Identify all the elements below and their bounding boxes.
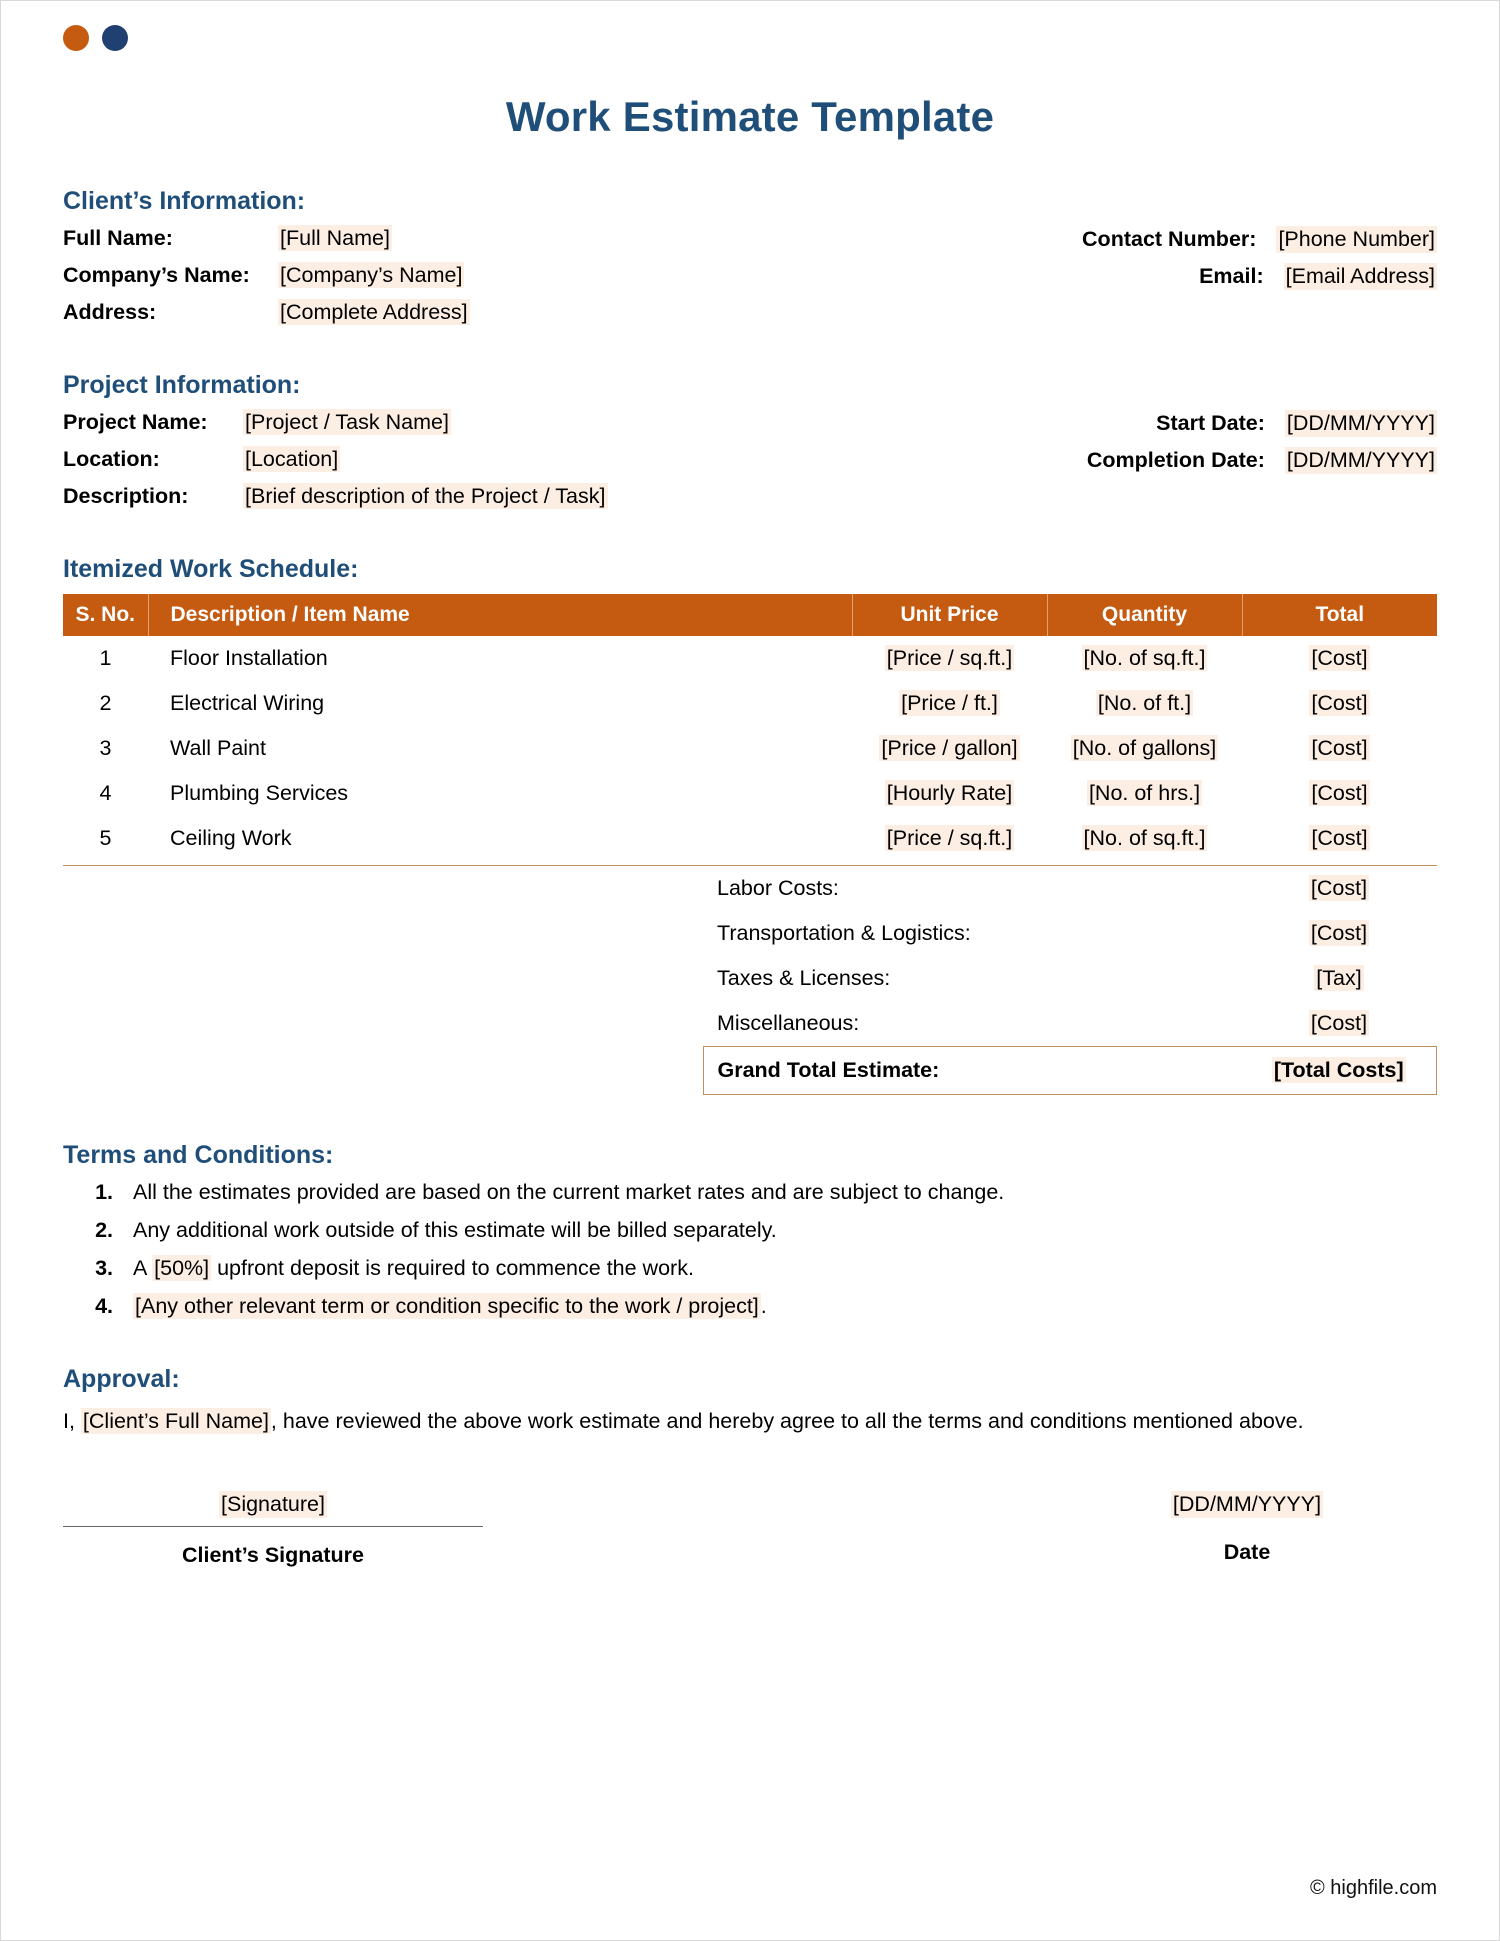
row-sno: 3 xyxy=(99,736,112,760)
summary-spacer xyxy=(63,956,703,1001)
row-quantity-value[interactable]: [No. of gallons] xyxy=(1072,736,1217,760)
row-unit-price-value[interactable]: [Price / ft.] xyxy=(901,691,998,715)
approval-statement xyxy=(63,1404,1437,1439)
summary-row xyxy=(63,911,1437,956)
brand-dots xyxy=(63,25,1437,51)
itemized-work-schedule-table xyxy=(63,594,1437,865)
column-header-unit-price: Unit Price xyxy=(852,594,1047,636)
summary-value-transportation xyxy=(1242,911,1437,956)
row-unit-price xyxy=(852,636,1047,681)
row-sno: 2 xyxy=(99,691,112,715)
summary-value-labor-costs xyxy=(1242,866,1437,911)
summary-spacer xyxy=(63,1001,703,1047)
blue-dot-icon xyxy=(102,25,128,51)
summary-label-miscellaneous: Miscellaneous: xyxy=(717,1011,860,1035)
row-total-value[interactable]: [Cost] xyxy=(1311,736,1368,760)
row-total xyxy=(1242,681,1437,726)
list-item xyxy=(119,1294,1437,1319)
row-sno: 5 xyxy=(99,826,112,850)
approval-heading: Approval: xyxy=(63,1365,180,1393)
date-caption: Date xyxy=(1223,1539,1271,1564)
client-email-label: Email: xyxy=(1199,264,1264,288)
summary-label-transportation: Transportation & Logistics: xyxy=(717,921,971,945)
table-body xyxy=(63,636,1437,865)
table-row xyxy=(63,816,1437,865)
project-name-value[interactable]: [Project / Task Name] xyxy=(245,410,449,434)
summary-spacer xyxy=(63,866,703,911)
grand-total-label: Grand Total Estimate: xyxy=(703,1047,1242,1095)
list-item xyxy=(119,1180,1437,1205)
client-contact-number-pair xyxy=(798,226,1437,253)
list-item xyxy=(119,1256,1437,1281)
row-description: Floor Installation xyxy=(170,646,328,670)
client-email-value[interactable]: [Email Address] xyxy=(1285,264,1435,288)
page-title: Work Estimate Template xyxy=(505,93,995,140)
terms-list xyxy=(63,1180,1437,1319)
row-quantity xyxy=(1047,636,1242,681)
project-location-value[interactable]: [Location] xyxy=(245,447,339,471)
term-custom-value[interactable]: [Any other relevant term or condition specific to the work / project] xyxy=(135,1294,759,1318)
table-row xyxy=(63,636,1437,681)
row-total xyxy=(1242,636,1437,681)
row-unit-price-value[interactable]: [Price / gallon] xyxy=(881,736,1018,760)
term-text-pre: All the estimates provided are based on the current market rates and are subject to change. xyxy=(133,1180,1005,1204)
row-description: Ceiling Work xyxy=(170,826,292,850)
project-completion-date-pair xyxy=(798,447,1437,474)
row-total xyxy=(1242,771,1437,816)
term-text-post: upfront deposit is required to commence the work. xyxy=(211,1256,694,1280)
itemized-work-schedule-heading: Itemized Work Schedule: xyxy=(63,555,359,583)
project-description-value[interactable]: [Brief description of the Project / Task] xyxy=(245,484,606,508)
column-header-description: Description / Item Name xyxy=(148,594,852,636)
grand-total-spacer xyxy=(63,1047,703,1095)
client-company-name-value[interactable]: [Company’s Name] xyxy=(280,263,463,287)
project-name-label: Project Name: xyxy=(63,410,208,434)
summary-value-taxes-licenses-text[interactable]: [Tax] xyxy=(1316,966,1362,990)
row-description: Electrical Wiring xyxy=(170,691,325,715)
row-unit-price-value[interactable]: [Hourly Rate] xyxy=(886,781,1013,805)
table-header-row xyxy=(63,594,1437,636)
summary-value-miscellaneous xyxy=(1242,1001,1437,1047)
grand-total-row xyxy=(63,1047,1437,1095)
summary-label-labor-costs: Labor Costs: xyxy=(717,876,839,900)
row-description: Plumbing Services xyxy=(170,781,349,805)
project-start-date-value[interactable]: [DD/MM/YYYY] xyxy=(1286,411,1435,435)
summary-row xyxy=(63,956,1437,1001)
term-text-pre: A xyxy=(133,1256,153,1280)
row-total-value[interactable]: [Cost] xyxy=(1311,781,1368,805)
table-row xyxy=(63,726,1437,771)
row-unit-price xyxy=(852,771,1047,816)
term-deposit-percent-value[interactable]: [50%] xyxy=(154,1256,210,1280)
summary-row xyxy=(63,1001,1437,1047)
terms-and-conditions-heading: Terms and Conditions: xyxy=(63,1141,334,1169)
client-contact-number-label: Contact Number: xyxy=(1082,227,1257,251)
project-information-heading: Project Information: xyxy=(63,371,301,399)
table-header xyxy=(63,594,1437,636)
column-header-sno: S. No. xyxy=(63,594,148,636)
row-quantity-value[interactable]: [No. of ft.] xyxy=(1097,691,1192,715)
summary-value-miscellaneous-text[interactable]: [Cost] xyxy=(1310,1011,1368,1035)
table-row xyxy=(63,681,1437,726)
term-text-pre: Any additional work outside of this estimate will be billed separately. xyxy=(133,1218,777,1242)
signature-caption: Client’s Signature xyxy=(182,1542,364,1567)
orange-dot-icon xyxy=(63,25,89,51)
grand-total-value xyxy=(1242,1047,1437,1095)
list-item xyxy=(119,1218,1437,1243)
project-row-spacer xyxy=(798,484,1437,509)
row-unit-price xyxy=(852,726,1047,771)
column-header-quantity: Quantity xyxy=(1047,594,1242,636)
row-quantity xyxy=(1047,681,1242,726)
client-email-pair xyxy=(798,263,1437,290)
approval-text-after: , have reviewed the above work estimate and hereby agree to all the terms and conditions mentioned above. xyxy=(270,1409,1304,1433)
project-start-date-label: Start Date: xyxy=(1156,411,1265,435)
row-quantity xyxy=(1047,816,1242,865)
client-full-name-value[interactable]: [Full Name] xyxy=(280,226,390,250)
approval-text-before: I, xyxy=(63,1409,81,1433)
row-sno: 4 xyxy=(99,781,112,805)
summary-value-taxes-licenses xyxy=(1242,956,1437,1001)
client-information-fields xyxy=(63,226,1437,325)
row-total-value[interactable]: [Cost] xyxy=(1311,646,1368,670)
signature-block xyxy=(63,1491,1437,1568)
column-header-total: Total xyxy=(1242,594,1437,636)
client-row-spacer xyxy=(798,300,1437,325)
project-information-fields xyxy=(63,410,1437,509)
table-row xyxy=(63,771,1437,816)
signature-line xyxy=(63,1526,483,1527)
client-address-value[interactable]: [Complete Address] xyxy=(280,300,468,324)
client-contact-number-value[interactable]: [Phone Number] xyxy=(1278,227,1435,251)
row-quantity-value[interactable]: [No. of hrs.] xyxy=(1088,781,1201,805)
summary-row xyxy=(63,866,1437,911)
row-total-value[interactable]: [Cost] xyxy=(1311,691,1368,715)
signature-date-value[interactable]: [DD/MM/YYYY] xyxy=(1172,1491,1322,1516)
approval-client-name-value[interactable]: [Client’s Full Name] xyxy=(82,1409,269,1433)
row-unit-price-value[interactable]: [Price / sq.ft.] xyxy=(886,826,1013,850)
row-sno: 1 xyxy=(99,646,112,670)
term-text-post: . xyxy=(760,1294,767,1318)
row-quantity-value[interactable]: [No. of sq.ft.] xyxy=(1083,646,1206,670)
project-completion-date-label: Completion Date: xyxy=(1086,448,1265,472)
row-quantity xyxy=(1047,771,1242,816)
grand-total-value-text[interactable]: [Total Costs] xyxy=(1273,1058,1404,1082)
client-company-name-label: Company’s Name: xyxy=(63,263,250,287)
client-full-name-label: Full Name: xyxy=(63,226,173,250)
summary-value-transportation-text[interactable]: [Cost] xyxy=(1310,921,1368,945)
row-quantity-value[interactable]: [No. of sq.ft.] xyxy=(1083,826,1206,850)
row-total-value[interactable]: [Cost] xyxy=(1311,826,1368,850)
row-description: Wall Paint xyxy=(170,736,266,760)
row-total xyxy=(1242,816,1437,865)
project-description-label: Description: xyxy=(63,484,189,508)
signature-column xyxy=(63,1491,483,1568)
summary-label-taxes-licenses: Taxes & Licenses: xyxy=(717,966,891,990)
row-unit-price xyxy=(852,681,1047,726)
summary-value-labor-costs-text[interactable]: [Cost] xyxy=(1310,876,1368,900)
project-start-date-pair xyxy=(798,410,1437,437)
project-location-label: Location: xyxy=(63,447,160,471)
row-quantity xyxy=(1047,726,1242,771)
summary-spacer xyxy=(63,911,703,956)
date-column xyxy=(1057,1491,1437,1568)
row-unit-price-value[interactable]: [Price / sq.ft.] xyxy=(886,646,1013,670)
client-address-label: Address: xyxy=(63,300,157,324)
cost-summary-table xyxy=(63,866,1437,1095)
row-total xyxy=(1242,726,1437,771)
client-information-heading: Client’s Information: xyxy=(63,187,306,215)
signature-value[interactable]: [Signature] xyxy=(221,1491,325,1516)
project-completion-date-value[interactable]: [DD/MM/YYYY] xyxy=(1286,448,1435,472)
summary-divider xyxy=(63,865,1437,1095)
footer-copyright: © highfile.com xyxy=(1309,1877,1437,1899)
row-unit-price xyxy=(852,816,1047,865)
